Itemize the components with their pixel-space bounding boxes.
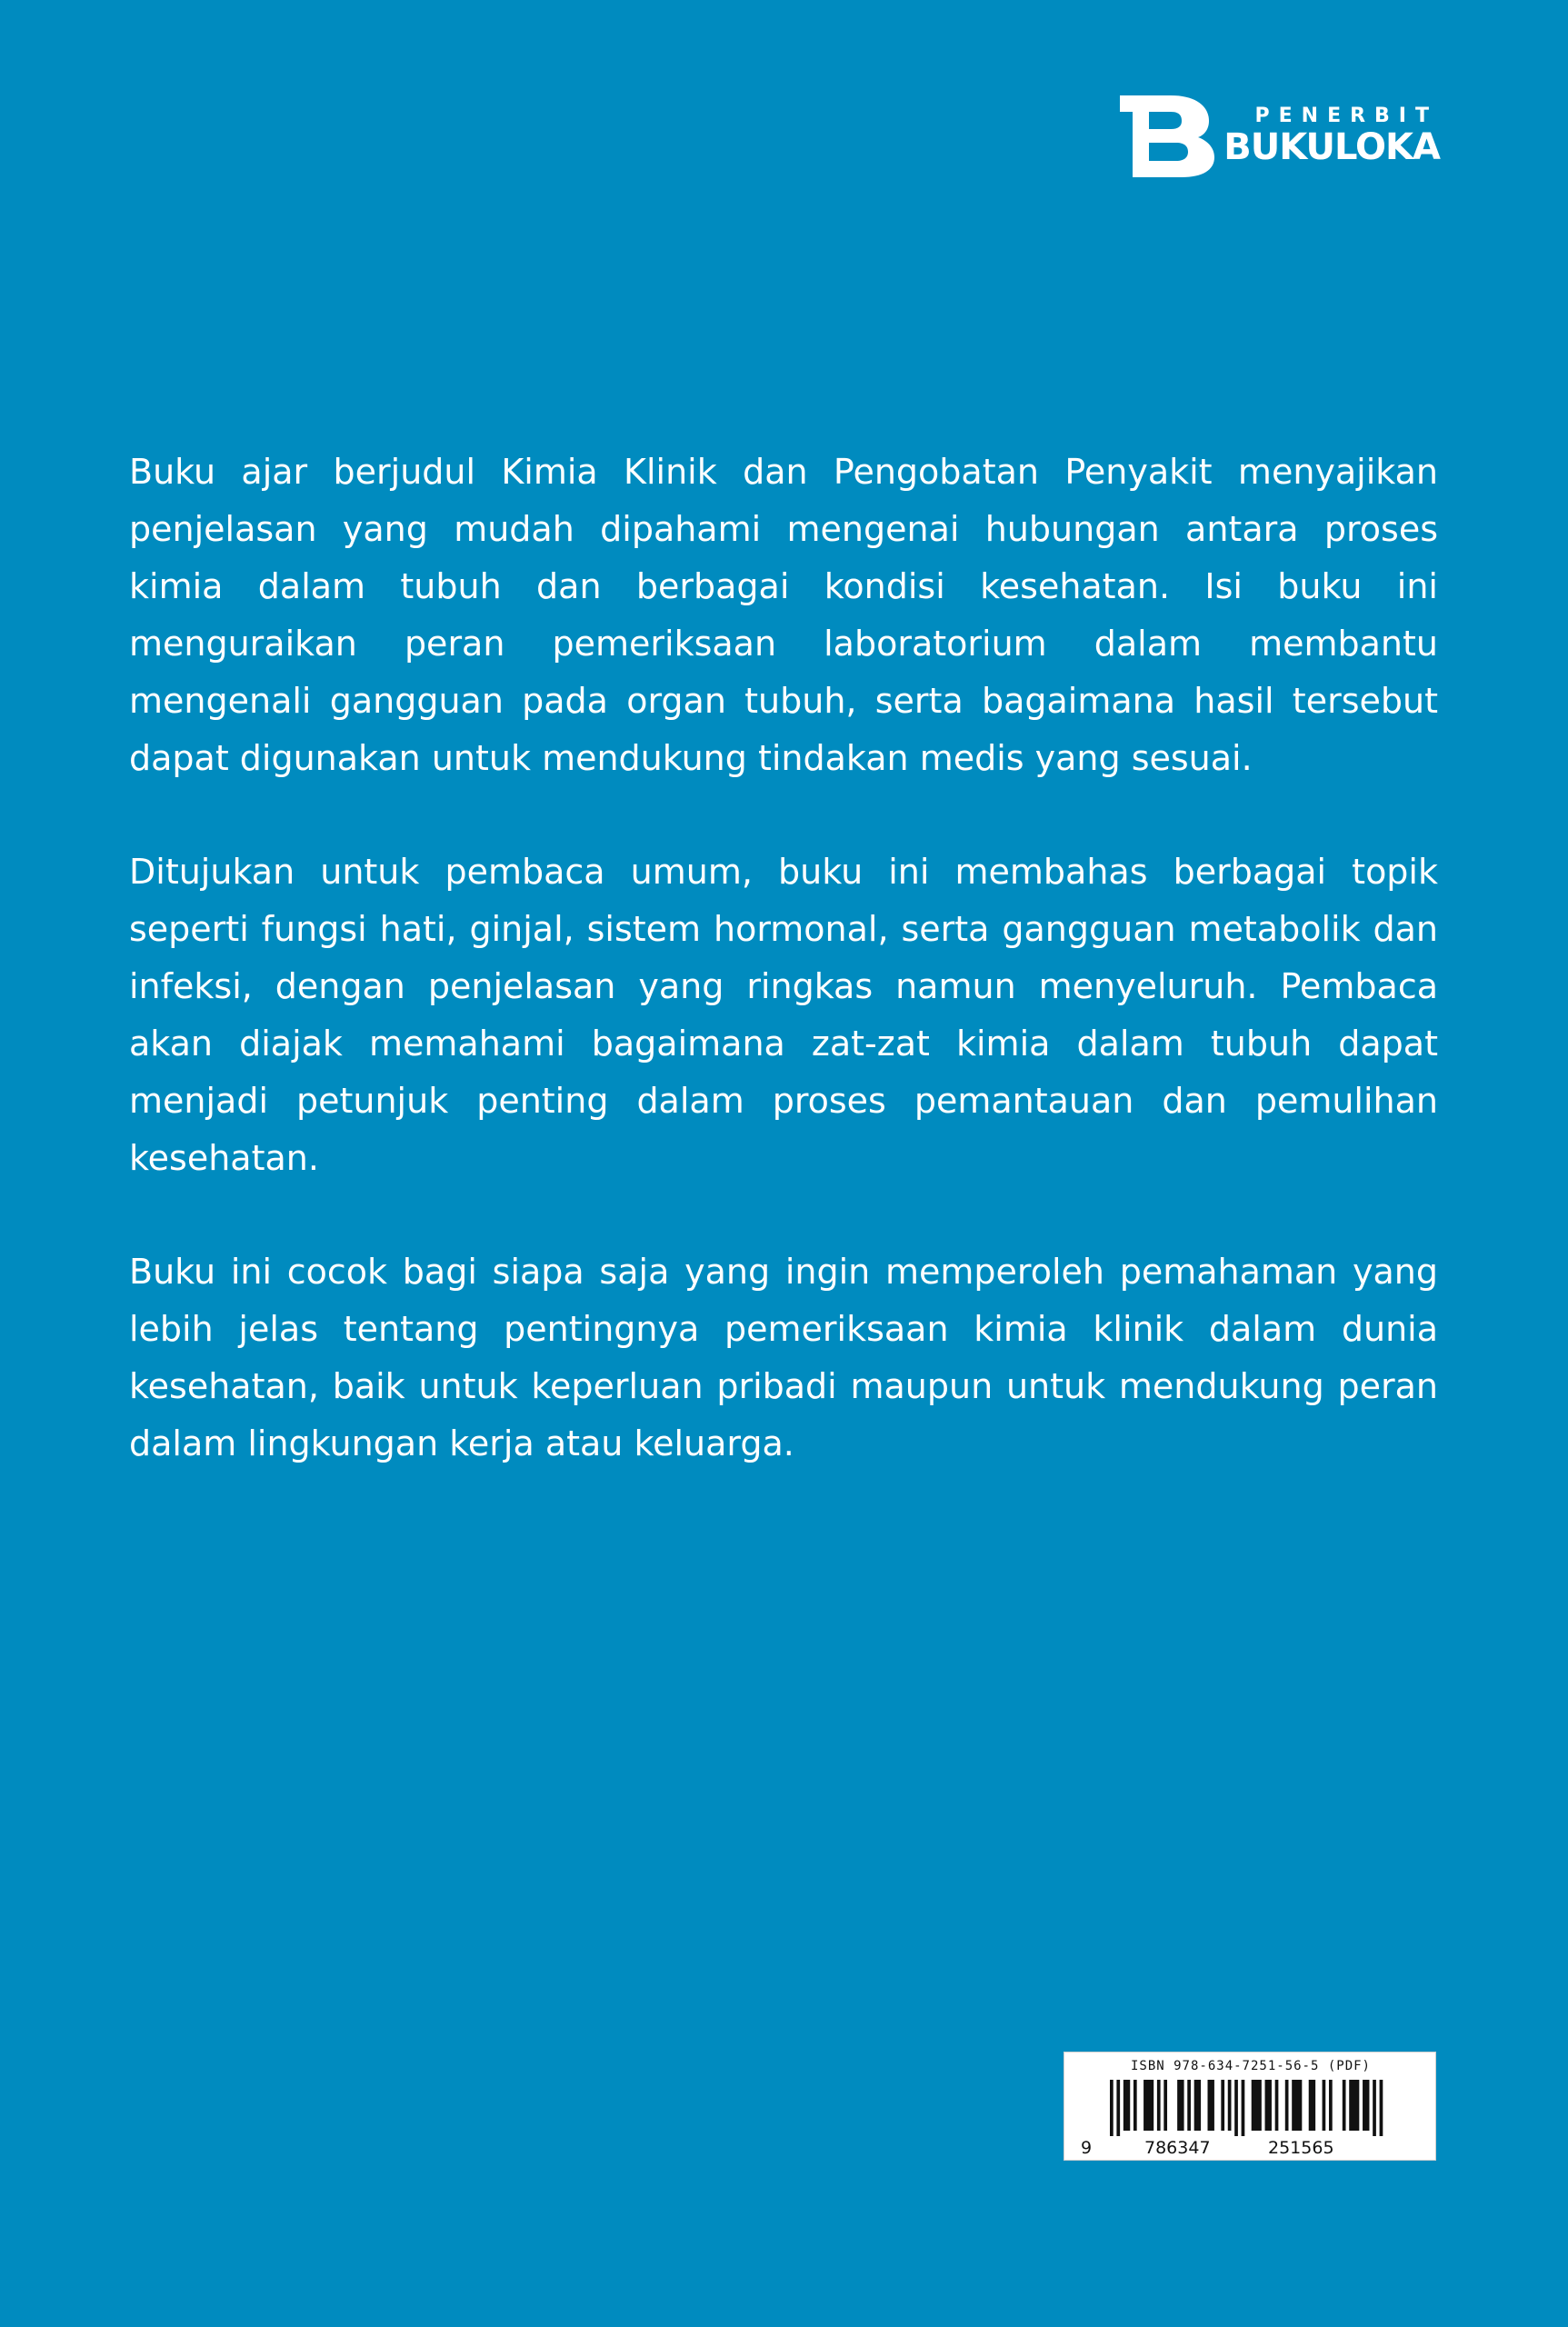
- barcode-bar: [1380, 2080, 1383, 2136]
- publisher-name: BUKULOKA: [1223, 126, 1440, 168]
- barcode-bar: [1124, 2080, 1130, 2131]
- barcode-bar: [1194, 2080, 1201, 2131]
- barcode-bar: [1134, 2080, 1137, 2131]
- barcode-bars: [1110, 2080, 1386, 2136]
- barcode-bar: [1275, 2080, 1279, 2131]
- barcode-bar: [1363, 2080, 1369, 2131]
- barcode-bar: [1187, 2080, 1191, 2131]
- barcode-bar: [1323, 2080, 1326, 2131]
- barcode-bar: [1116, 2080, 1120, 2136]
- barcode-bar: [1110, 2080, 1114, 2136]
- barcode-bar: [1343, 2080, 1346, 2131]
- barcode-bar: [1177, 2080, 1183, 2131]
- isbn-label: ISBN 978-634-7251-56-5 (PDF): [1130, 2059, 1371, 2073]
- description-paragraph-2: Ditujukan untuk pembaca umum, buku ini membahas berbagai topik seperti fungsi hati, ginjal, sistem hormonal, serta gangguan metabolik dan infeksi, dengan penjelasan yang ringkas namun menyeluruh. Pembaca akan diajak memahami bagaimana zat-zat kimia dalam tubuh dapat menjadi petunjuk penting dalam proses pemantauan dan pemulihan kesehatan.: [129, 852, 1438, 1178]
- barcode-bar: [1242, 2080, 1245, 2136]
- barcode-bar: [1221, 2080, 1224, 2131]
- barcode-bar: [1329, 2080, 1333, 2131]
- barcode-bar: [1373, 2080, 1376, 2136]
- barcode-bar: [1265, 2080, 1272, 2131]
- barcode-bar: [1309, 2080, 1315, 2131]
- barcode-bar: [1208, 2080, 1214, 2131]
- barcode-bar: [1292, 2080, 1302, 2131]
- barcode-bar: [1349, 2080, 1359, 2131]
- barcode-digits-right: 251565: [1268, 2138, 1334, 2158]
- description-paragraph-1: Buku ajar berjudul Kimia Klinik dan Pengobatan Penyakit menyajikan penjelasan yang mudah dipahami mengenai hubungan antara proses kimia dalam tubuh dan berbagai kondisi kesehatan. Isi buku ini menguraikan peran pemeriksaan laboratorium dalam membantu mengenali gangguan pada organ tubuh, serta bagaimana hasil tersebut dapat digunakan untuk mendukung tindakan medis yang sesuai.: [129, 452, 1438, 778]
- description-paragraph-3: Buku ini cocok bagi siapa saja yang ingin memperoleh pemahaman yang lebih jelas tentang pentingnya pemeriksaan kimia klinik dalam dunia kesehatan, baik untuk keperluan pribadi maupun untuk mendukung peran dalam lingkungan kerja atau keluarga.: [129, 1252, 1438, 1463]
- publisher-logo: [1120, 95, 1438, 177]
- barcode-digit-first: 9: [1081, 2138, 1093, 2158]
- publisher-label: PENERBIT: [1254, 105, 1438, 127]
- barcode-bar: [1252, 2080, 1262, 2131]
- barcode-bar: [1228, 2080, 1232, 2131]
- barcode-digits-left: 786347: [1144, 2138, 1211, 2158]
- barcode-bar: [1164, 2080, 1167, 2131]
- isbn-barcode: [1064, 2052, 1436, 2161]
- barcode-bar: [1157, 2080, 1161, 2131]
- barcode-bar: [1285, 2080, 1289, 2131]
- publisher-b-mark: [1120, 95, 1214, 177]
- book-description: [129, 444, 1438, 1473]
- barcode-bar: [1144, 2080, 1154, 2131]
- barcode-bar: [1234, 2080, 1238, 2136]
